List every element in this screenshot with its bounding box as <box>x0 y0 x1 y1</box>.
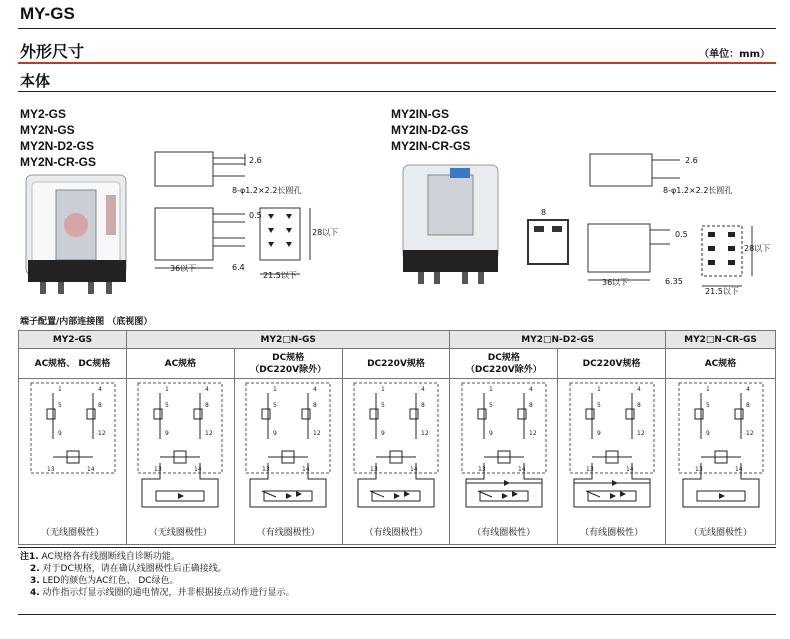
connection-table <box>18 330 776 545</box>
svg-text:8: 8 <box>745 402 750 409</box>
svg-text:8: 8 <box>313 402 318 409</box>
note-mark: 3. <box>30 576 40 586</box>
spec-cell: DC220V规格 <box>558 349 666 379</box>
relay-photo-left <box>18 170 143 300</box>
model-name: MY2N-GS <box>20 123 75 137</box>
dim-label: 28以下 <box>744 244 771 253</box>
polarity-label: （有线圈极性） <box>364 528 428 538</box>
spec-cell: AC规格、 DC规格 <box>19 349 127 379</box>
svg-text:9: 9 <box>165 430 170 437</box>
section-heading: 外形尺寸 <box>20 42 85 61</box>
svg-text:8: 8 <box>528 402 533 409</box>
svg-text:13: 13 <box>477 466 486 473</box>
polarity-label: （无线圈极性） <box>148 528 212 538</box>
led-indicator <box>450 168 470 178</box>
diagram-cell <box>450 379 558 545</box>
unit-label: （单位：mm） <box>699 49 770 60</box>
polarity-label: （无线圈极性） <box>688 528 752 538</box>
svg-text:9: 9 <box>57 430 62 437</box>
terminal-diagram <box>458 379 550 519</box>
svg-text:8: 8 <box>420 402 425 409</box>
svg-text:5: 5 <box>705 402 710 409</box>
spec-cell: DC规格 （DC220V除外） <box>450 349 558 379</box>
note-item <box>20 551 295 563</box>
note-mark: 4. <box>30 588 40 598</box>
note-text: 动作指示灯显示线圈的通电情况，并非根据接点动作进行显示。 <box>39 588 295 598</box>
terminal-diagram <box>675 379 767 519</box>
svg-text:1: 1 <box>488 386 493 393</box>
polarity-label: （有线圈极性） <box>256 528 320 538</box>
svg-text:12: 12 <box>636 430 645 437</box>
note-text: AC规格各有线圈断线自诊断功能。 <box>38 552 180 562</box>
page-title: MY-GS <box>20 4 75 23</box>
svg-text:9: 9 <box>596 430 601 437</box>
dim-label: 21.5以下 <box>263 271 297 280</box>
terminal-diagram <box>27 379 119 519</box>
notes <box>20 551 295 599</box>
group-header: MY2□N-CR-GS <box>666 331 776 349</box>
svg-text:14: 14 <box>734 466 743 473</box>
note-item <box>20 587 295 599</box>
polarity-label: （有线圈极性） <box>580 528 644 538</box>
svg-text:1: 1 <box>596 386 601 393</box>
dimension-drawing-right <box>520 148 770 298</box>
svg-text:13: 13 <box>154 466 163 473</box>
diagram-cell <box>19 379 127 545</box>
svg-text:12: 12 <box>97 430 106 437</box>
model-name: MY2IN-CR-GS <box>391 139 471 153</box>
dim-label: 8 <box>541 208 547 217</box>
body-divider <box>18 91 776 92</box>
dim-label: 8-φ1.2×2.2长圆孔 <box>663 186 733 195</box>
model-name: MY2N-CR-GS <box>20 155 97 169</box>
svg-text:5: 5 <box>165 402 170 409</box>
svg-text:13: 13 <box>46 466 55 473</box>
spec-cell: DC220V规格 <box>342 349 450 379</box>
polarity-label: （无线圈极性） <box>40 528 104 538</box>
dim-label: 8-φ1.2×2.2长圆孔 <box>232 186 302 195</box>
terminal-diagram <box>566 379 658 519</box>
note-item <box>20 575 295 587</box>
svg-text:9: 9 <box>488 430 493 437</box>
svg-text:14: 14 <box>625 466 634 473</box>
note-text: 对于DC规格，请在确认线圈极性后正确接线。 <box>39 564 227 574</box>
dim-label: 0.5 <box>249 211 262 220</box>
svg-text:4: 4 <box>528 386 533 393</box>
svg-text:12: 12 <box>528 430 537 437</box>
note-text: LED的颜色为AC红色、 DC绿色。 <box>39 576 179 586</box>
diagram-cell <box>127 379 235 545</box>
diagram-cell <box>342 379 450 545</box>
svg-text:13: 13 <box>694 466 703 473</box>
footer-divider <box>18 614 776 615</box>
svg-text:14: 14 <box>517 466 526 473</box>
svg-text:8: 8 <box>636 402 641 409</box>
group-header: MY2□N-GS <box>127 331 450 349</box>
svg-text:4: 4 <box>745 386 750 393</box>
dim-label: 28以下 <box>312 228 339 237</box>
left-model-list <box>20 106 96 170</box>
svg-text:4: 4 <box>97 386 102 393</box>
connection-section-label: 端子配置/内部连接图 （底视图） <box>20 317 153 327</box>
dim-label: 6.4 <box>232 263 245 272</box>
svg-text:9: 9 <box>705 430 710 437</box>
polarity-label: （有线圈极性） <box>472 528 536 538</box>
svg-text:5: 5 <box>380 402 385 409</box>
svg-text:4: 4 <box>420 386 425 393</box>
svg-text:1: 1 <box>705 386 710 393</box>
section-divider <box>18 62 776 64</box>
svg-text:12: 12 <box>420 430 429 437</box>
svg-text:1: 1 <box>273 386 278 393</box>
dim-label: 36以下 <box>602 278 629 287</box>
note-mark: 2. <box>30 564 40 574</box>
dim-label: 0.5 <box>675 230 688 239</box>
svg-text:12: 12 <box>313 430 321 437</box>
dim-label: 2.6 <box>249 156 262 165</box>
note-item <box>20 563 295 575</box>
svg-text:12: 12 <box>205 430 214 437</box>
model-name: MY2N-D2-GS <box>20 139 95 153</box>
terminal-diagram <box>350 379 442 519</box>
svg-text:5: 5 <box>273 402 278 409</box>
svg-text:4: 4 <box>636 386 641 393</box>
svg-text:14: 14 <box>302 466 310 473</box>
svg-text:13: 13 <box>585 466 594 473</box>
group-header: MY2-GS <box>19 331 127 349</box>
dim-label: 36以下 <box>170 264 197 273</box>
svg-text:4: 4 <box>205 386 210 393</box>
spec-cell: AC规格 <box>666 349 776 379</box>
note-mark: 注1. <box>20 552 39 562</box>
svg-text:1: 1 <box>380 386 385 393</box>
model-name: MY2IN-D2-GS <box>391 123 469 137</box>
notes-divider <box>18 547 776 548</box>
svg-text:1: 1 <box>57 386 62 393</box>
svg-text:14: 14 <box>86 466 95 473</box>
svg-text:9: 9 <box>273 430 278 437</box>
body-heading: 本体 <box>20 72 51 90</box>
dim-label: 21.5以下 <box>705 287 739 296</box>
diagram-cell <box>666 379 776 545</box>
diagram-cell <box>558 379 666 545</box>
title-divider <box>18 28 776 29</box>
terminal-diagram <box>242 379 334 519</box>
svg-text:9: 9 <box>380 430 385 437</box>
right-model-list <box>391 106 470 154</box>
svg-text:13: 13 <box>262 466 270 473</box>
dim-label: 2.6 <box>685 156 698 165</box>
svg-text:1: 1 <box>165 386 170 393</box>
diagram-cell <box>234 379 342 545</box>
spec-cell: AC规格 <box>127 349 235 379</box>
svg-text:4: 4 <box>313 386 318 393</box>
terminal-diagram <box>134 379 226 519</box>
relay-photo-right <box>398 160 508 290</box>
svg-text:8: 8 <box>97 402 102 409</box>
svg-text:5: 5 <box>596 402 601 409</box>
svg-text:5: 5 <box>488 402 493 409</box>
spec-cell: DC规格 （DC220V除外） <box>234 349 342 379</box>
svg-text:14: 14 <box>409 466 418 473</box>
svg-text:12: 12 <box>745 430 754 437</box>
svg-text:5: 5 <box>57 402 62 409</box>
svg-text:8: 8 <box>205 402 210 409</box>
svg-text:13: 13 <box>369 466 378 473</box>
dim-label: 6.35 <box>665 277 683 286</box>
model-name: MY2IN-GS <box>391 107 450 121</box>
svg-text:14: 14 <box>194 466 203 473</box>
group-header: MY2□N-D2-GS <box>450 331 666 349</box>
model-name: MY2-GS <box>20 107 67 121</box>
